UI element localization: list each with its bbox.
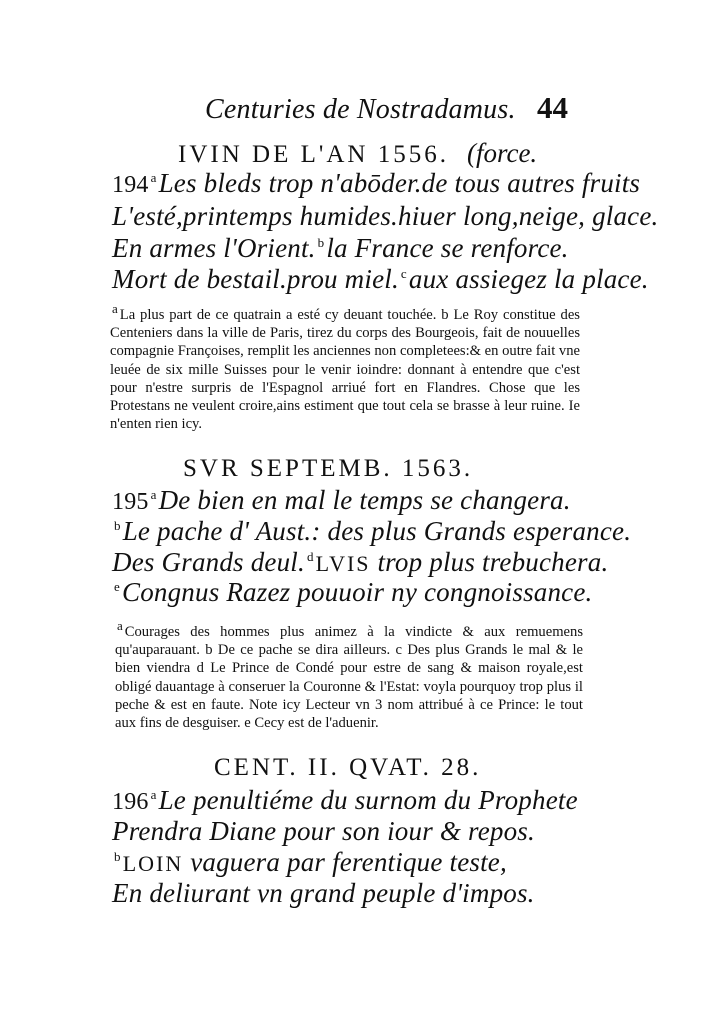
note-mark: b: [114, 518, 121, 533]
verse-text: vaguera par ferentique teste,: [190, 847, 507, 877]
note-mark: a: [112, 301, 118, 317]
verse-line: [112, 577, 593, 608]
note-mark: a: [117, 618, 123, 634]
note-mark: c: [400, 266, 407, 281]
verse-text: la France se renforce.: [326, 233, 569, 263]
verse-text: Le pache d' Aust.: des plus Grands esperance.: [122, 516, 632, 546]
quatrain-number: 194: [112, 172, 149, 198]
note-mark: a: [150, 787, 157, 802]
page-number: 44: [537, 90, 568, 125]
section-heading-extra: (force.: [466, 138, 538, 168]
verse-text: En armes l'Orient.: [112, 233, 316, 263]
section-heading: [178, 138, 537, 169]
verse-text: L'esté,printemps humides.hiuer long,neige, glace.: [112, 201, 659, 231]
running-title: Centuries de Nostradamus.: [205, 94, 516, 125]
verse-line: [112, 516, 631, 547]
running-header: [205, 92, 585, 136]
commentary-note: [115, 618, 583, 732]
verse-line: [112, 485, 571, 516]
verse-text: En deliurant vn grand peuple d'impos.: [112, 878, 535, 908]
note-mark: b: [317, 235, 325, 250]
small-caps-word: LVIS: [315, 551, 371, 576]
note-mark: a: [150, 170, 157, 185]
note-mark: e: [114, 579, 120, 594]
verse-line: [112, 785, 578, 816]
verse-text: trop plus trebuchera.: [377, 547, 609, 577]
note-text: Courages des hommes plus animez à la vindicte & aux remuemens qu'auparauant. b De ce pache se dira ailleurs. c Des plus Grands le mal & le bien viendra d Le Prince de Condé pour estre de sang & maison royale,est obligé dauantage à conseruer la Couronne & l'Estat: voyla pourquoy trop plus il peche & est en faute. Note icy Lecteur vn 3 nom attribué à ce Prince: le tout aux fins de desguiser. e Cecy est de l'aduenir.: [115, 624, 583, 732]
quatrain-number: 196: [112, 789, 149, 815]
note-mark: b: [114, 849, 121, 864]
section-heading-text: IVIN DE L'AN 1556.: [178, 141, 449, 168]
quatrain-number: 195: [112, 489, 149, 515]
verse-line: [112, 233, 569, 264]
note-mark: d: [306, 549, 314, 564]
verse-text: aux assiegez la place.: [408, 264, 649, 294]
verse-text: Prendra Diane pour son iour & repos.: [112, 816, 535, 846]
section-heading: [183, 455, 473, 483]
small-caps-word: LOIN: [122, 851, 184, 876]
verse-text: Des Grands deul.: [112, 547, 305, 577]
verse-text: Les bleds trop n'abōder.de tous autres fruits: [158, 168, 641, 198]
verse-line: [112, 201, 659, 232]
verse-text: Congnus Razez pouuoir ny congnoissance.: [121, 577, 593, 607]
commentary-note: [110, 301, 580, 433]
verse-text: Le penultiéme du surnom du Prophete: [158, 785, 578, 815]
section-heading-text: SVR SEPTEMB. 1563.: [183, 455, 474, 482]
verse-line: [112, 847, 507, 878]
verse-line: [112, 264, 649, 295]
note-text: La plus part de ce quatrain a esté cy deuant touchée. b Le Roy constitue des Centeniers dans la ville de Paris, tirez du corps des Bourgeois, fait de nouuelles compagnie Françoises, remplit les anciennes non completees:& en outre fait vne leuée de six mille Suisses pour le venir ioindre: donnant à entendre que c'est pour n'estre surpris de l'Espagnol arriué fort en Flandres. Chose que les Protestans ne veulent croire,ains estiment que tout cela se brasse à leur ruine. Ie n'enten rien icy.: [110, 307, 580, 433]
verse-line: [112, 816, 535, 847]
section-heading: [214, 754, 481, 782]
verse-line: [112, 547, 608, 578]
note-mark: a: [150, 487, 157, 502]
verse-text: De bien en mal le temps se changera.: [158, 485, 571, 515]
verse-text: Mort de bestail.prou miel.: [112, 264, 399, 294]
verse-line: [112, 168, 640, 199]
verse-line: [112, 878, 535, 909]
section-heading-text: CENT. II. QVAT. 28.: [214, 754, 482, 781]
